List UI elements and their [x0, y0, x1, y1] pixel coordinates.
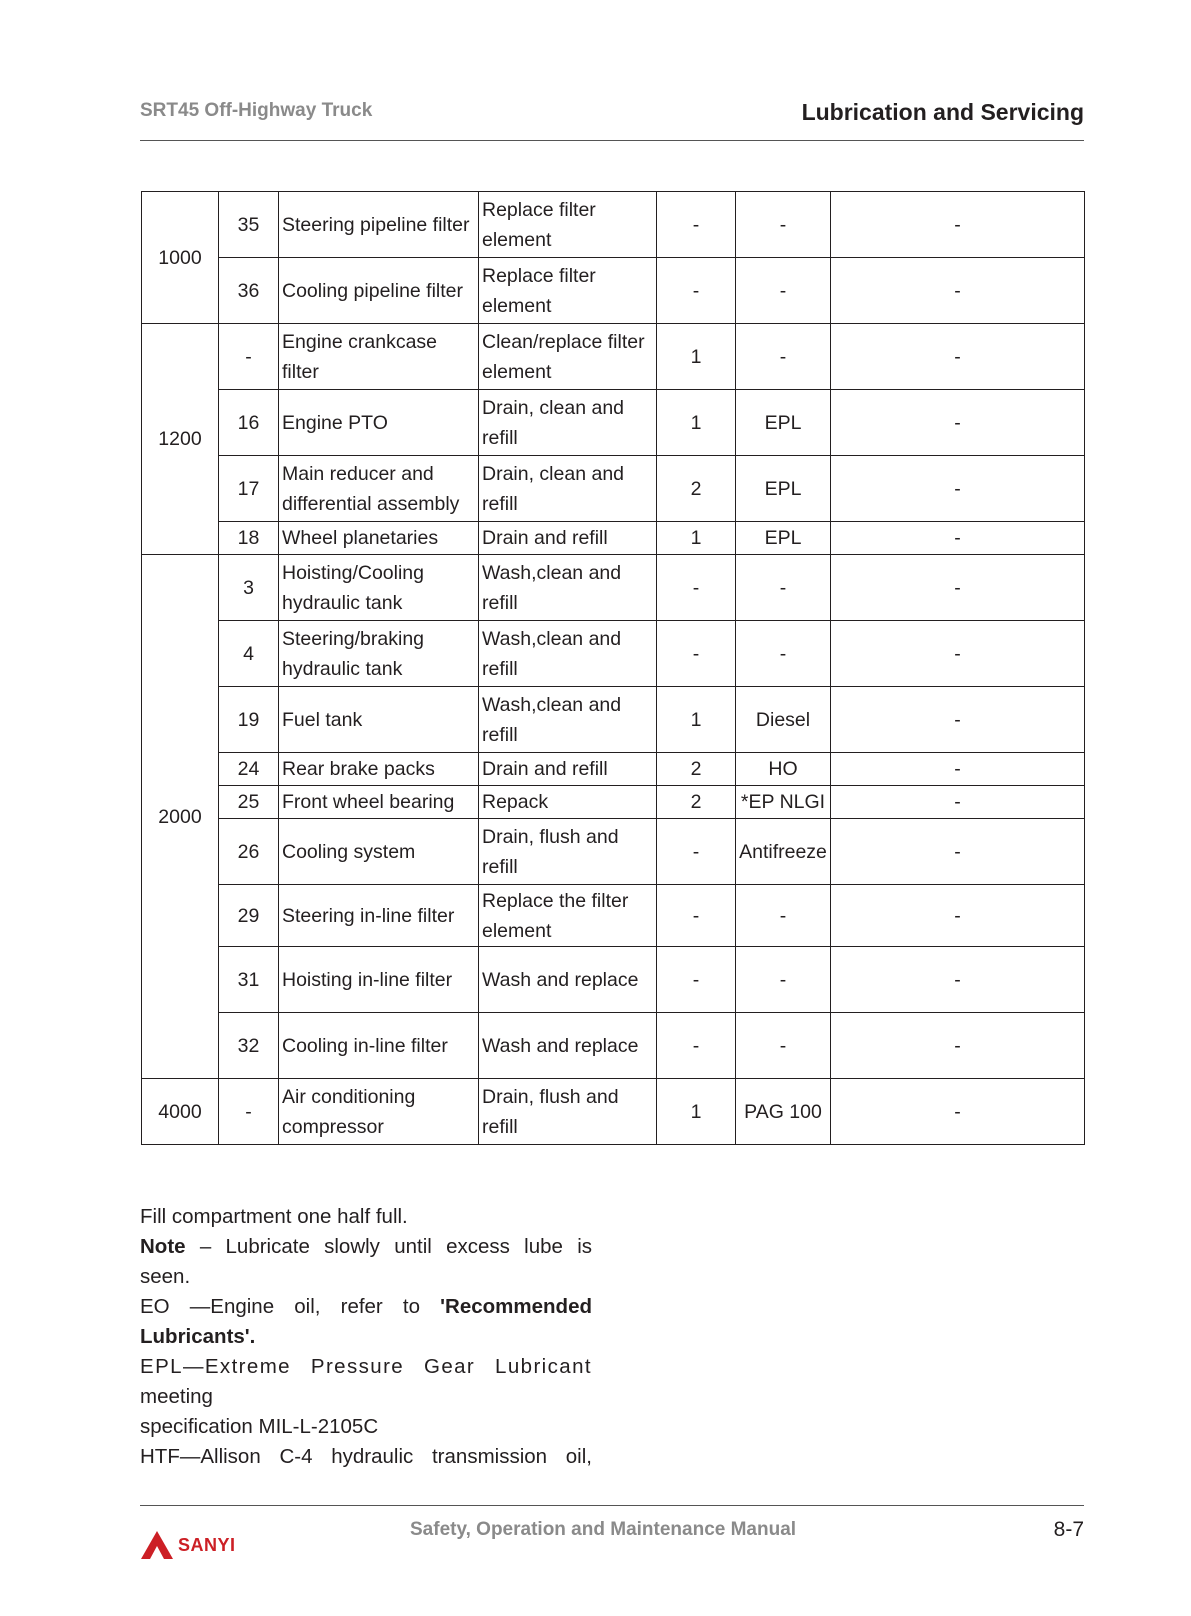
lubricant-cell: - [736, 885, 831, 947]
table-row [142, 522, 1085, 555]
component-cell: Main reducer and differential assembly [279, 456, 479, 522]
item-number-cell: 19 [219, 687, 279, 753]
table-row [142, 753, 1085, 786]
item-number-cell: 24 [219, 753, 279, 786]
lubricant-cell: PAG 100 [736, 1079, 831, 1145]
service-action-cell: Wash,clean and refill [479, 687, 657, 753]
component-cell: Steering in-line filter [279, 885, 479, 947]
lubricant-cell: EPL [736, 522, 831, 555]
interval-hours-cell: 2000 [142, 555, 219, 1079]
remarks-cell: - [831, 819, 1085, 885]
remarks-cell: - [831, 522, 1085, 555]
item-number-cell: 17 [219, 456, 279, 522]
quantity-cell: - [657, 621, 736, 687]
htf-line: HTF—Allison C-4 hydraulic transmission oil, [140, 1445, 592, 1468]
table-row [142, 947, 1085, 1013]
component-cell: Cooling pipeline filter [279, 258, 479, 324]
eo-text: EO —Engine oil, refer to [140, 1295, 441, 1318]
eo-line [140, 1292, 592, 1322]
remarks-cell: - [831, 786, 1085, 819]
table-row [142, 819, 1085, 885]
lubricant-cell: - [736, 258, 831, 324]
quantity-cell: 1 [657, 687, 736, 753]
component-cell: Air conditioning compressor [279, 1079, 479, 1145]
remarks-cell: - [831, 687, 1085, 753]
quantity-cell: - [657, 1013, 736, 1079]
quantity-cell: - [657, 258, 736, 324]
footer-divider [140, 1505, 1084, 1506]
service-action-cell: Drain, clean and refill [479, 390, 657, 456]
table-row [142, 885, 1085, 947]
table-row [142, 324, 1085, 390]
table-row [142, 258, 1085, 324]
sanyi-logo [140, 1530, 236, 1560]
sanyi-logo-icon [140, 1530, 174, 1560]
item-number-cell: 26 [219, 819, 279, 885]
table-row [142, 786, 1085, 819]
note-line-end: seen. [140, 1265, 191, 1288]
component-cell: Hoisting in-line filter [279, 947, 479, 1013]
service-schedule-table [141, 191, 1085, 1145]
item-number-cell: 18 [219, 522, 279, 555]
fill-note: Fill compartment one half full. [140, 1205, 408, 1228]
quantity-cell: 1 [657, 390, 736, 456]
quantity-cell: 2 [657, 786, 736, 819]
quantity-cell: 1 [657, 324, 736, 390]
manual-title: Safety, Operation and Maintenance Manual [410, 1519, 797, 1540]
remarks-cell: - [831, 885, 1085, 947]
component-cell: Front wheel bearing [279, 786, 479, 819]
note-label: Note [140, 1235, 186, 1258]
service-action-cell: Wash,clean and refill [479, 555, 657, 621]
lubricant-cell: EPL [736, 390, 831, 456]
remarks-cell: - [831, 324, 1085, 390]
service-action-cell: Drain and refill [479, 522, 657, 555]
item-number-cell: 36 [219, 258, 279, 324]
eo-reference-end: Lubricants'. [140, 1325, 256, 1348]
lubricant-cell: EPL [736, 456, 831, 522]
remarks-cell: - [831, 753, 1085, 786]
item-number-cell: - [219, 324, 279, 390]
component-cell: Cooling system [279, 819, 479, 885]
lubricant-cell: Antifreeze [736, 819, 831, 885]
lubricant-notes [140, 1202, 592, 1472]
header-divider [140, 140, 1084, 141]
lubricant-cell: - [736, 192, 831, 258]
interval-hours-cell: 4000 [142, 1079, 219, 1145]
quantity-cell: - [657, 555, 736, 621]
epl-line: EPL—Extreme Pressure Gear Lubricant [140, 1355, 592, 1378]
quantity-cell: 1 [657, 522, 736, 555]
running-header-title: SRT45 Off-Highway Truck [140, 100, 373, 121]
table-row [142, 555, 1085, 621]
lubricant-cell: - [736, 555, 831, 621]
component-cell: Engine PTO [279, 390, 479, 456]
remarks-cell: - [831, 192, 1085, 258]
epl-line-2: meeting [140, 1385, 213, 1408]
item-number-cell: 16 [219, 390, 279, 456]
service-action-cell: Drain, flush and refill [479, 819, 657, 885]
quantity-cell: - [657, 192, 736, 258]
quantity-cell: - [657, 947, 736, 1013]
component-cell: Engine crankcase filter [279, 324, 479, 390]
service-action-cell: Wash,clean and refill [479, 621, 657, 687]
lubricant-cell: - [736, 1013, 831, 1079]
table-row [142, 456, 1085, 522]
lubricant-cell: HO [736, 753, 831, 786]
remarks-cell: - [831, 456, 1085, 522]
remarks-cell: - [831, 258, 1085, 324]
interval-hours-cell: 1200 [142, 324, 219, 555]
service-action-cell: Replace filter element [479, 258, 657, 324]
service-action-cell: Replace the filter element [479, 885, 657, 947]
table-row [142, 1013, 1085, 1079]
service-action-cell: Clean/replace filter element [479, 324, 657, 390]
remarks-cell: - [831, 947, 1085, 1013]
service-action-cell: Drain, clean and refill [479, 456, 657, 522]
remarks-cell: - [831, 1079, 1085, 1145]
component-cell: Wheel planetaries [279, 522, 479, 555]
remarks-cell: - [831, 390, 1085, 456]
item-number-cell: 3 [219, 555, 279, 621]
interval-hours-cell: 1000 [142, 192, 219, 324]
item-number-cell: 35 [219, 192, 279, 258]
service-action-cell: Replace filter element [479, 192, 657, 258]
item-number-cell: 4 [219, 621, 279, 687]
component-cell: Rear brake packs [279, 753, 479, 786]
service-action-cell: Wash and replace [479, 947, 657, 1013]
item-number-cell: 31 [219, 947, 279, 1013]
component-cell: Hoisting/Cooling hydraulic tank [279, 555, 479, 621]
item-number-cell: 29 [219, 885, 279, 947]
component-cell: Steering/braking hydraulic tank [279, 621, 479, 687]
remarks-cell: - [831, 621, 1085, 687]
logo-wordmark: SANYI [178, 1534, 236, 1555]
page-number: 8-7 [1053, 1518, 1084, 1541]
quantity-cell: 1 [657, 1079, 736, 1145]
quantity-cell: 2 [657, 753, 736, 786]
table-row [142, 621, 1085, 687]
table-row [142, 1079, 1085, 1145]
lubricant-cell: *EP NLGI [736, 786, 831, 819]
lubricant-cell: - [736, 324, 831, 390]
eo-reference: 'Recommended [440, 1295, 592, 1318]
eo-line-end [140, 1322, 592, 1352]
component-cell: Cooling in-line filter [279, 1013, 479, 1079]
service-action-cell: Drain and refill [479, 753, 657, 786]
item-number-cell: 32 [219, 1013, 279, 1079]
table-row [142, 192, 1085, 258]
lubricant-cell: - [736, 947, 831, 1013]
note-text: – Lubricate slowly until excess lube is [185, 1235, 592, 1258]
service-action-cell: Wash and replace [479, 1013, 657, 1079]
component-cell: Steering pipeline filter [279, 192, 479, 258]
component-cell: Fuel tank [279, 687, 479, 753]
quantity-cell: - [657, 819, 736, 885]
quantity-cell: - [657, 885, 736, 947]
lubricant-cell: - [736, 621, 831, 687]
service-action-cell: Repack [479, 786, 657, 819]
lubricant-cell: Diesel [736, 687, 831, 753]
note-line [140, 1232, 592, 1262]
table-row [142, 390, 1085, 456]
quantity-cell: 2 [657, 456, 736, 522]
service-table-body [142, 192, 1085, 1145]
item-number-cell: - [219, 1079, 279, 1145]
item-number-cell: 25 [219, 786, 279, 819]
remarks-cell: - [831, 555, 1085, 621]
service-action-cell: Drain, flush and refill [479, 1079, 657, 1145]
table-row [142, 687, 1085, 753]
section-title: Lubrication and Servicing [801, 99, 1084, 125]
epl-spec-line: specification MIL-L-2105C [140, 1415, 379, 1438]
remarks-cell: - [831, 1013, 1085, 1079]
